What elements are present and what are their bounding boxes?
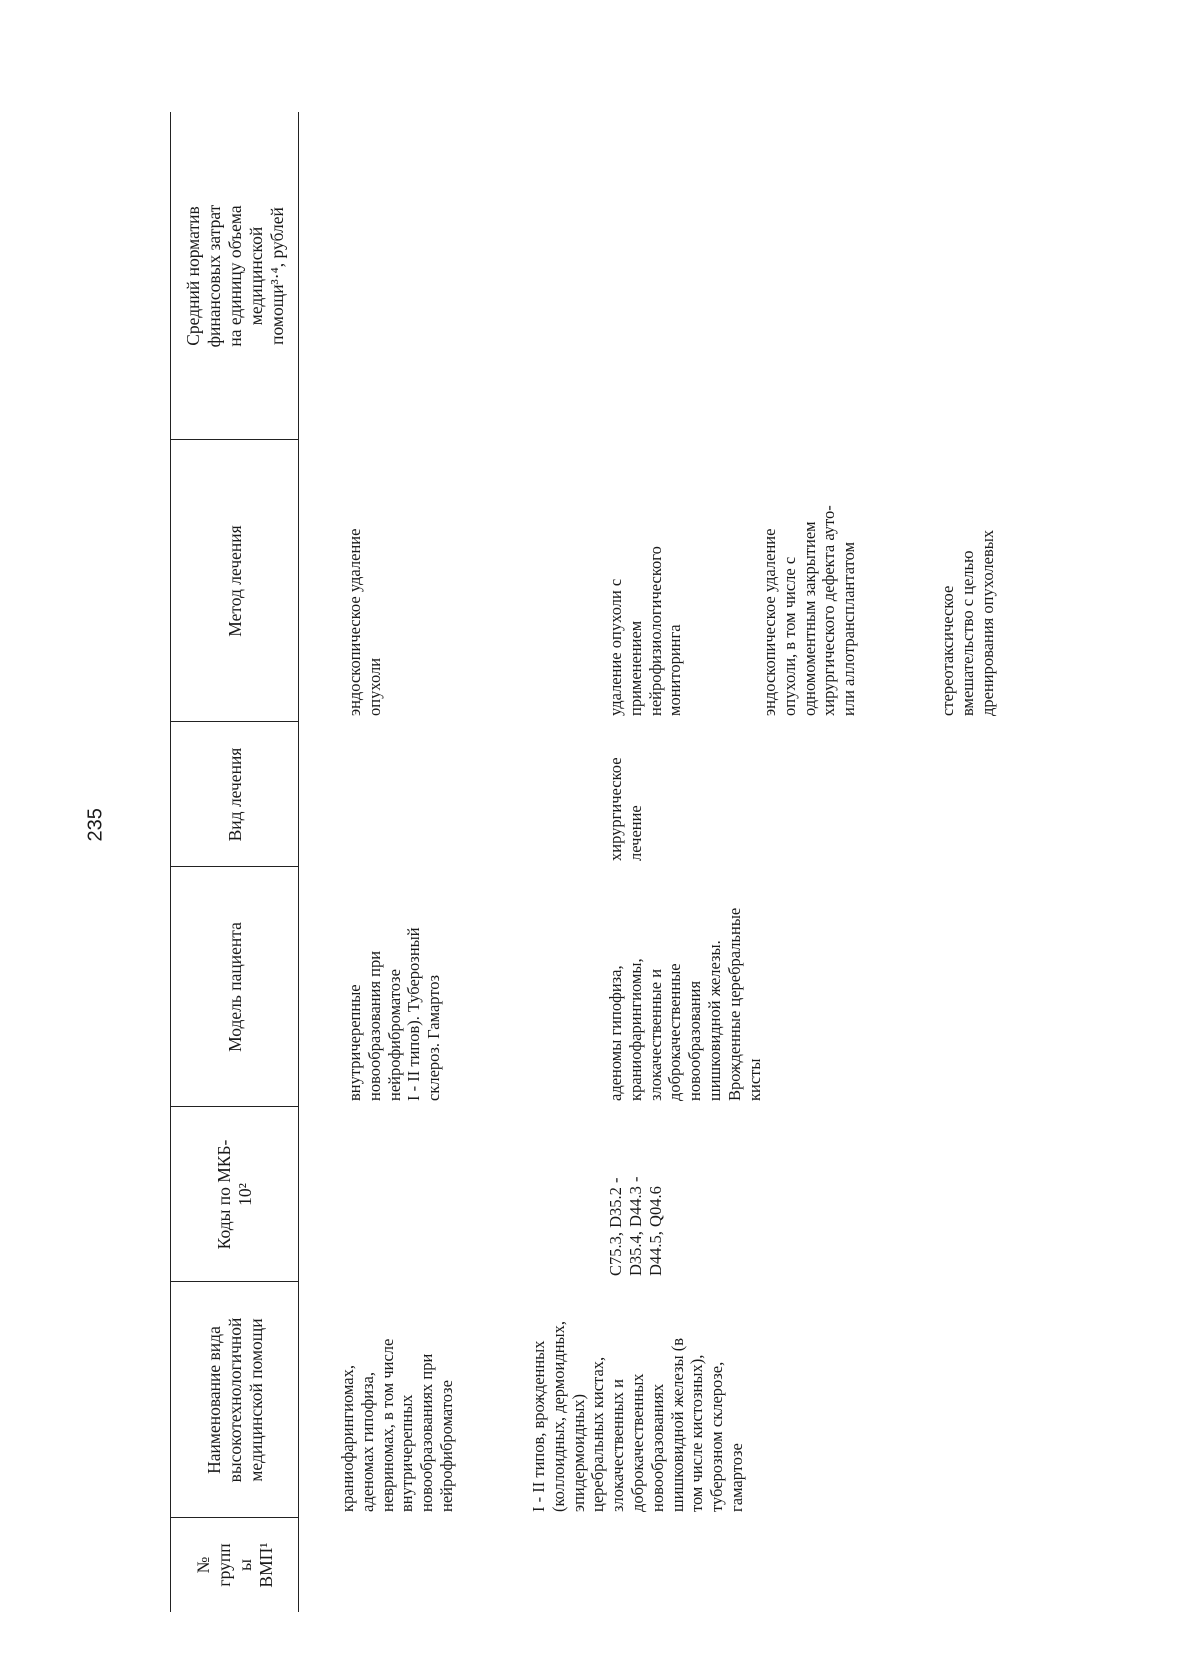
table-top-border: [170, 112, 171, 1612]
header-average-cost: Средний норматив финансовых затрат на единицу объема медицинской помощи³·⁴, рублей: [182, 204, 287, 348]
header-hmc-name: Наименование вида высокотехнологичной медицинской помощи: [203, 1317, 266, 1483]
header-icd-codes: Коды по МКБ- 10²: [214, 1139, 255, 1250]
rotated-table: [170, 112, 1200, 1612]
cell-hmc-name: краниофарингиомах, аденомах гипофиза, невриномах, в том числе внутричерепных новообразованиях при нейрофиброматозе: [338, 1338, 456, 1512]
cell-treatment-method: стереотаксическое вмешательство с целью дренирования опухолевых: [938, 529, 997, 716]
cell-treatment-method: удаление опухоли с применением нейрофизиологического мониторинга: [606, 546, 685, 716]
cell-icd-codes: C75.3, D35.2 - D35.4, D44.3 - D44.5, Q04.6: [606, 1176, 665, 1276]
page-number: 235: [84, 808, 107, 842]
table-header-border: [298, 112, 299, 1612]
cell-treatment-method: эндоскопическое удаление опухоли, в том числе с одномоментным закрытием хирургического дефекта ауто- или аллотрансплантатом: [760, 505, 859, 716]
header-treatment-method: Метод лечения: [224, 525, 245, 637]
cell-treatment-method: эндоскопическое удаление опухоли: [345, 528, 384, 716]
header-treatment-type: Вид лечения: [224, 747, 245, 842]
cell-hmc-name: I - II типов, врожденных (коллоидных, дермоидных, эпидермоидных) церебральных кистах, злокачественных и доброкачественных новообразованиях шишковидной железы (в том числе кистозных), туберозном склерозе, гамартозе: [529, 1321, 746, 1512]
cell-treatment-type: хирургическое лечение: [606, 757, 645, 861]
cell-patient-model: аденомы гипофиза, краниофарингиомы, злокачественные и доброкачественные новообразования шишковидной железы. Врожденные церебральные кисты: [606, 907, 764, 1101]
header-patient-model: Модель пациента: [224, 922, 245, 1052]
cell-patient-model: внутричерепные новообразования при нейрофиброматозе I - II типов). Туберозный склероз. Гамартоз: [345, 927, 444, 1101]
header-group-number: № групп ы ВМП¹: [193, 1542, 276, 1588]
